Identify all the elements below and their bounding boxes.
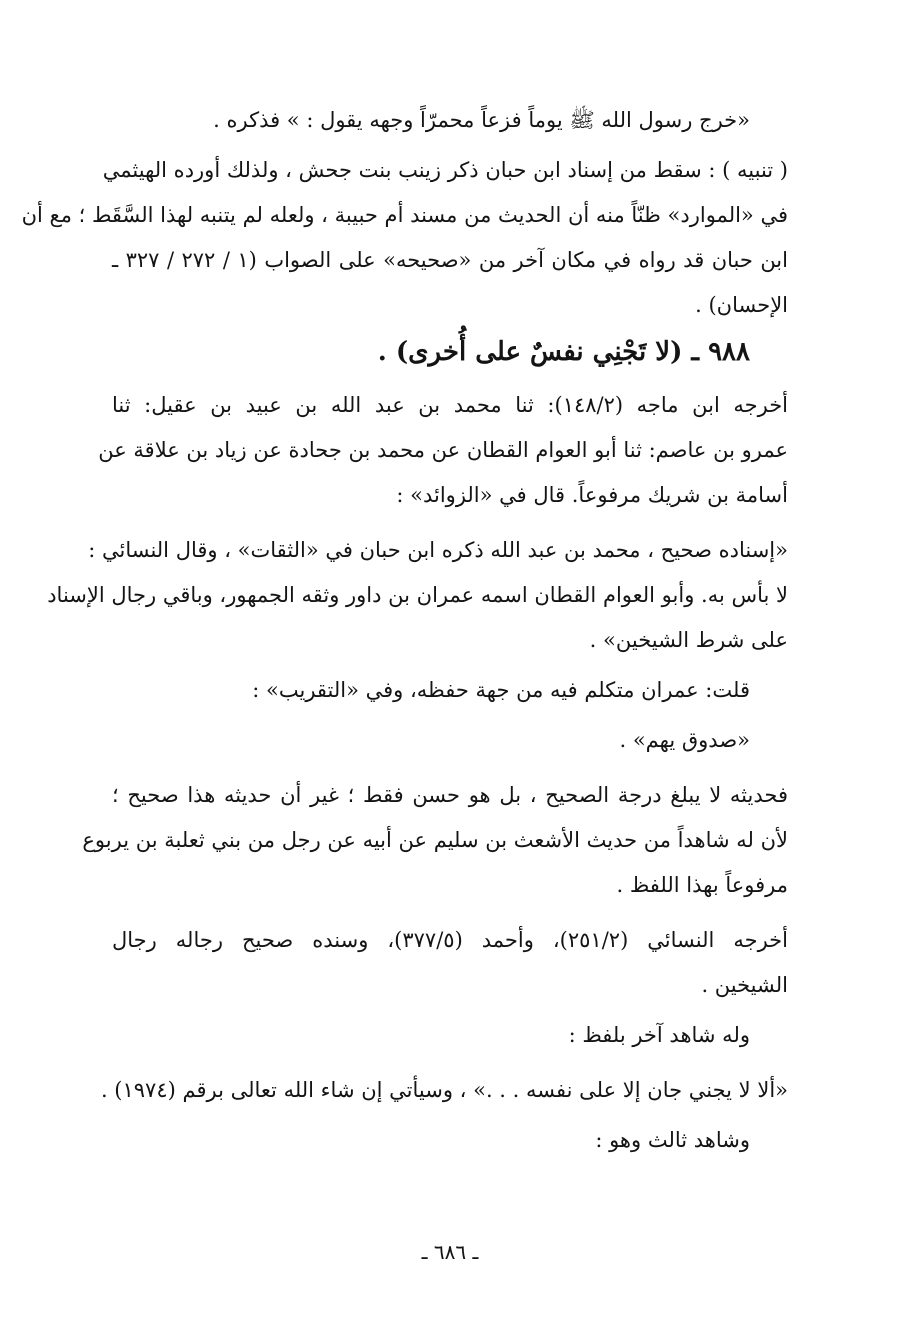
text-line-21: «ألا لا يجني جان إلا على نفسه . . .» ، وسيأتي إن شاء الله تعالى برقم (١٩٧٤) . xyxy=(100,1078,788,1102)
text-line-20: وله شاهد آخر بلفظ : xyxy=(568,1023,750,1047)
text-line-3: في «الموارد» ظنّاً منه أن الحديث من مسند أم حبيبة ، ولعله لم يتنبه لهذا السَّقَط ؛ مع أن xyxy=(21,203,788,227)
text-line-16: لأن له شاهداً من حديث الأشعث بن سليم عن أبيه عن رجل من بني ثعلبة بن يربوع xyxy=(82,828,788,852)
page-number: ـ ٦٨٦ ـ xyxy=(421,1240,479,1264)
text-line-15: فحديثه لا يبلغ درجة الصحيح ، بل هو حسن فقط ؛ غير أن حديثه هذا صحيح ؛ xyxy=(112,783,788,807)
text-line-2: ( تنبيه ) : سقط من إسناد ابن حبان ذكر زينب بنت جحش ، ولذلك أورده الهيثمي xyxy=(102,158,788,182)
text-line-13: قلت: عمران متكلم فيه من جهة حفظه، وفي «التقريب» : xyxy=(252,678,750,702)
text-line-1: «خرج رسول الله ﷺ يوماً فزعاً محمرّاً وجهه يقول : » فذكره . xyxy=(213,108,750,132)
text-line-12: على شرط الشيخين» . xyxy=(589,628,788,652)
text-line-5: الإحسان) . xyxy=(695,293,788,317)
text-line-7: أخرجه ابن ماجه (١٤٨/٢): ثنا محمد بن عبد الله بن عبيد بن عقيل: ثنا xyxy=(112,393,789,417)
hadith-heading: ٩٨٨ ـ (لا تَجْنِي نفسٌ على أُخرى) . xyxy=(377,337,750,367)
text-line-11: لا بأس به. وأبو العوام القطان اسمه عمران بن داور وثقه الجمهور، وباقي رجال الإسناد xyxy=(47,583,788,607)
text-line-17: مرفوعاً بهذا اللفظ . xyxy=(616,873,788,897)
text-line-14: «صدوق يهم» . xyxy=(619,728,750,752)
text-line-10: «إسناده صحيح ، محمد بن عبد الله ذكره ابن حبان في «الثقات» ، وقال النسائي : xyxy=(88,538,788,562)
text-line-18: أخرجه النسائي (٢٥١/٢)، وأحمد (٣٧٧/٥)، وسنده صحيح رجاله رجال xyxy=(112,928,788,952)
text-line-22: وشاهد ثالث وهو : xyxy=(595,1128,750,1152)
text-line-8: عمرو بن عاصم: ثنا أبو العوام القطان عن محمد بن جحادة عن زياد بن علاقة عن xyxy=(98,438,788,462)
text-line-9: أسامة بن شريك مرفوعاً. قال في «الزوائد» : xyxy=(396,483,788,507)
text-line-4: ابن حبان قد رواه في مكان آخر من «صحيحه» على الصواب (١ / ٢٧٢ / ٣٢٧ ـ xyxy=(112,248,788,272)
text-line-19: الشيخين . xyxy=(701,973,788,997)
